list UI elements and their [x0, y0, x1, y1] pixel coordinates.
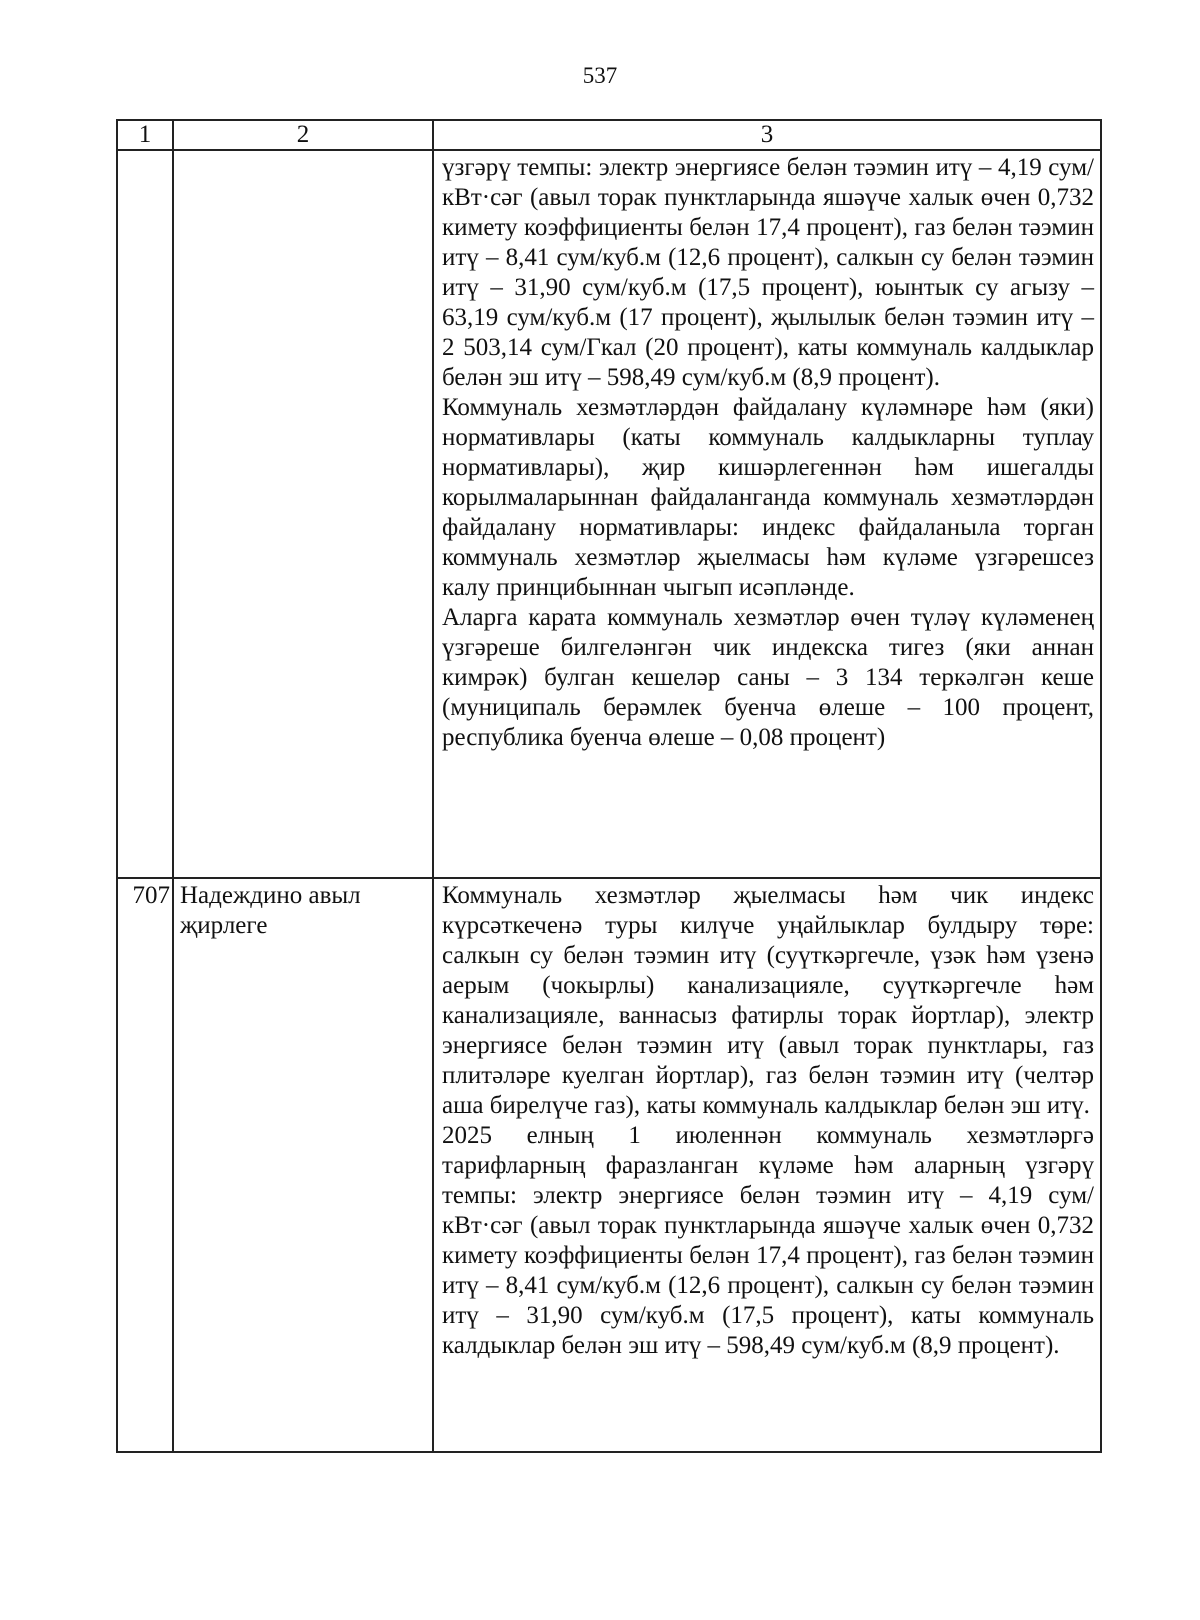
data-table [116, 119, 1102, 1453]
row-number-cell: 707 [117, 878, 173, 1452]
header-cell-2: 2 [173, 120, 433, 150]
row-text-cell [433, 878, 1101, 1452]
row-name-cell: Надеждино авыл җирлеге [173, 878, 433, 1452]
row-text-cell [433, 150, 1101, 878]
paragraph: үзгәрү темпы: электр энергиясе белән тәэмин итү – 4,19 сум/кВт·сәг (авыл торак пунктларында яшәүче халык өчен 0,732 кимету коэффициенты белән 17,4 процент), газ белән тәэмин итү – 8,41 сум/куб.м (12,6 процент), салкын су белән тәэмин итү – 31,90 сум/куб.м (17,5 процент), юынтык су агызу – 63,19 сум/куб.м (17 процент), җылылык белән тәэмин итү – 2 503,14 сум/Гкал (20 процент), каты коммуналь калдыклар белән эш итү – 598,49 сум/куб.м (8,9 процент). [442, 154, 1094, 391]
table-row [117, 878, 1101, 1452]
row-name-cell [173, 150, 433, 878]
paragraph: Коммуналь хезмәтләрдән файдалану күләмнәре һәм (яки) нормативлары (каты коммуналь калдыкларны туплау нормативлары), җир кишәрлегеннән һәм ишегалды корылмаларыннан файдаланганда коммуналь хезмәтләрдән файдалану нормативлары: индекс файдаланыла торган коммуналь хезмәтләр җыелмасы һәм күләме үзгәрешсез калу принцибыннан чыгып исәпләнде. [442, 394, 1094, 601]
row-number-cell [117, 150, 173, 878]
paragraph: Аларга карата коммуналь хезмәтләр өчен түләү күләменең үзгәреше билгеләнгән чик индекска тигез (яки аннан кимрәк) булган кешеләр саны – 3 134 теркәлгән кеше (муниципаль берәмлек буенча өлеше – 100 процент, республика буенча өлеше – 0,08 процент) [442, 604, 1094, 751]
paragraph: 2025 елның 1 июленнән коммуналь хезмәтләргә тарифларның фаразланган күләме һәм аларның үзгәрү темпы: электр энергиясе белән тәэмин итү – 4,19 сум/кВт·сәг (авыл торак пунктларында яшәүче халык өчен 0,732 кимету коэффициенты белән 17,4 процент), газ белән тәэмин итү – 8,41 сум/куб.м (12,6 процент), салкын су белән тәэмин итү – 31,90 сум/куб.м (17,5 процент), каты коммуналь калдыклар белән эш итү – 598,49 сум/куб.м (8,9 процент). [442, 1122, 1094, 1359]
header-cell-3: 3 [433, 120, 1101, 150]
page-number: 537 [582, 63, 618, 88]
paragraph: Коммуналь хезмәтләр җыелмасы һәм чик индекс күрсәткеченә туры килүче уңайлыклар булдыру төре: салкын су белән тәэмин итү (суүткәргечле, үзәк һәм үзенә аерым (чокырлы) канализацияле, суүткәргечле һәм канализацияле, ваннасыз фатирлы торак йортлар), электр энергиясе белән тәэмин итү (авыл торак пунктлары, газ плитәләре куелган йортлар), газ белән тәэмин итү (челтәр аша бирелүче газ), каты коммуналь калдыклар белән эш итү. [442, 882, 1094, 1119]
header-cell-1: 1 [117, 120, 173, 150]
table-header-row [117, 120, 1101, 150]
table-row [117, 150, 1101, 878]
